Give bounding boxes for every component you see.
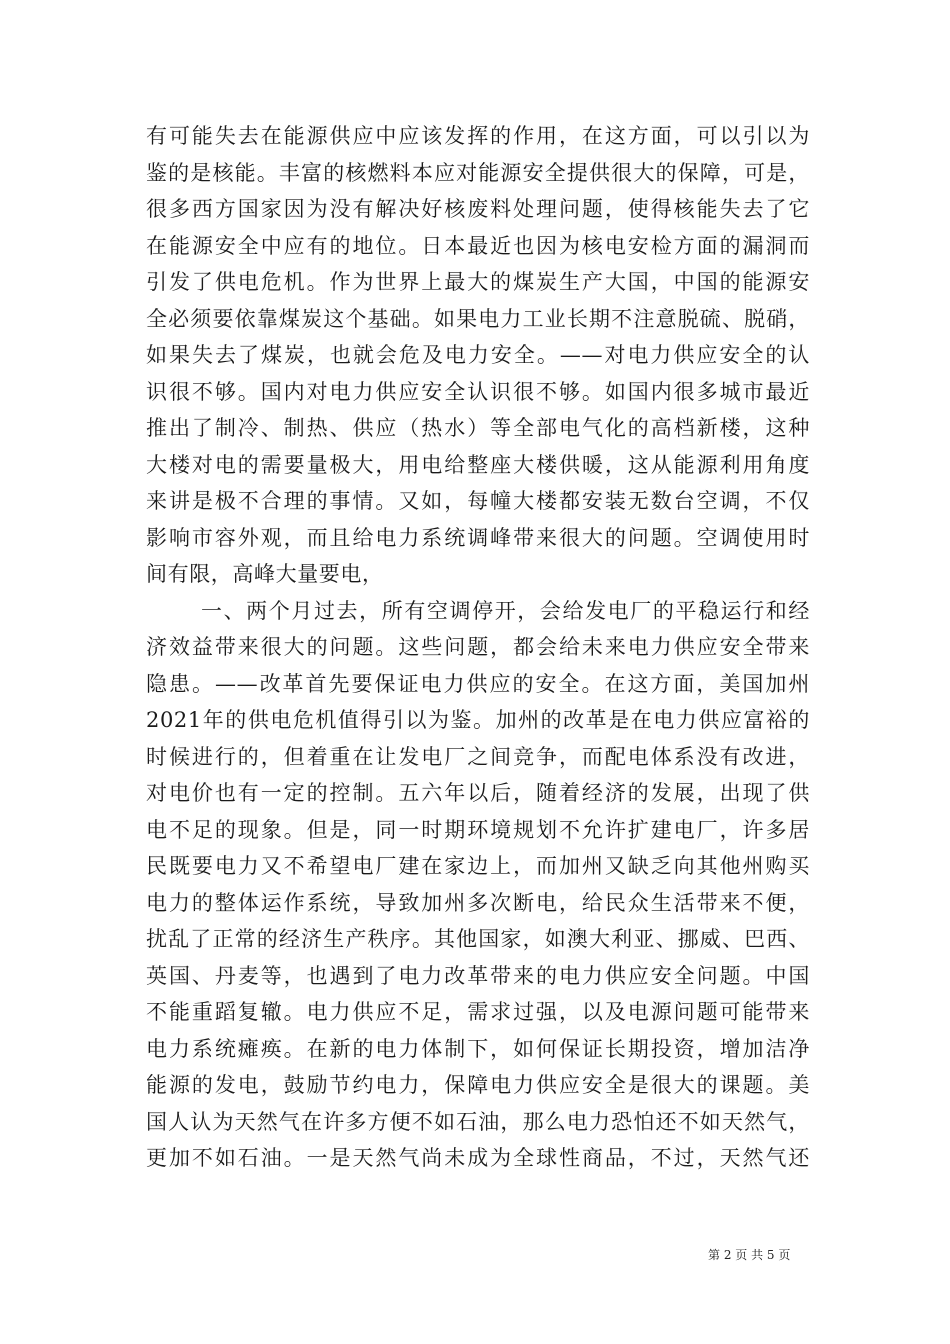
- text-line: 引发了供电危机。作为世界上最大的煤炭生产大国，中国的能源安: [146, 270, 810, 294]
- text-line: 鉴的是核能。丰富的核燃料本应对能源安全提供很大的保障，可是，: [146, 160, 810, 185]
- paragraph-first-line: 一、两个月过去，所有空调停开，会给发电厂的平稳运行和经: [201, 598, 810, 623]
- text-line: 国人认为天然气在许多方便不如石油，那么电力恐怕还不如天然气，: [146, 1109, 810, 1134]
- text-line: 在能源安全中应有的地位。日本最近也因为核电安检方面的漏洞而: [146, 233, 810, 258]
- text-line: 很多西方国家因为没有解决好核废料处理问题，使得核能失去了它: [146, 197, 810, 221]
- text-line: 电力系统瘫痪。在新的电力体制下，如何保证长期投资，增加洁净: [146, 1036, 810, 1061]
- text-line: 英国、丹麦等，也遇到了电力改革带来的电力供应安全问题。中国: [146, 963, 810, 988]
- text-line: 能源的发电，鼓励节约电力，保障电力供应安全是很大的课题。美: [146, 1073, 810, 1097]
- text-line: 时候进行的，但着重在让发电厂之间竞争，而配电体系没有改进，: [146, 744, 810, 769]
- text-line: 间有限，高峰大量要电，: [146, 562, 384, 586]
- text-line: 民既要电力又不希望电厂建在家边上，而加州又缺乏向其他州购买: [146, 854, 810, 878]
- text-line: 来讲是极不合理的事情。又如，每幢大楼都安装无数台空调，不仅: [146, 489, 810, 513]
- text-line: 对电价也有一定的控制。五六年以后，随着经济的发展，出现了供: [146, 781, 810, 805]
- text-line: 隐患。——改革首先要保证电力供应的安全。在这方面，美国加州: [146, 671, 810, 696]
- text-line: 有可能失去在能源供应中应该发挥的作用，在这方面，可以引以为: [146, 124, 810, 148]
- body-text: [146, 118, 810, 1177]
- text-line: 不能重蹈复辙。电力供应不足，需求过强，以及电源问题可能带来: [146, 1000, 810, 1024]
- text-line: 电不足的现象。但是，同一时期环境规划不允许扩建电厂，许多居: [146, 817, 810, 842]
- text-line: 扰乱了正常的经济生产秩序。其他国家，如澳大利亚、挪威、巴西、: [146, 927, 810, 951]
- text-line: 更加不如石油。一是天然气尚未成为全球性商品，不过，天然气还: [146, 1146, 810, 1170]
- text-line: 大楼对电的需要量极大，用电给整座大楼供暖，这从能源利用角度: [146, 452, 810, 477]
- text-line: 识很不够。国内对电力供应安全认识很不够。如国内很多城市最近: [146, 379, 810, 404]
- text-line: 2021年的供电危机值得引以为鉴。加州的改革是在电力供应富裕的: [146, 708, 810, 732]
- text-line: 推出了制冷、制热、供应（热水）等全部电气化的高档新楼，这种: [146, 416, 810, 440]
- text-line: 影响市容外观，而且给电力系统调峰带来很大的问题。空调使用时: [146, 525, 810, 550]
- text-line: 济效益带来很大的问题。这些问题，都会给未来电力供应安全带来: [146, 635, 810, 659]
- text-line: 电力的整体运作系统，导致加州多次断电，给民众生活带来不便，: [146, 890, 810, 915]
- page-number: 第 2 页 共 5 页: [708, 1248, 791, 1262]
- text-line: 全必须要依靠煤炭这个基础。如果电力工业长期不注意脱硫、脱硝，: [146, 306, 810, 331]
- text-line: 如果失去了煤炭，也就会危及电力安全。——对电力供应安全的认: [146, 343, 810, 367]
